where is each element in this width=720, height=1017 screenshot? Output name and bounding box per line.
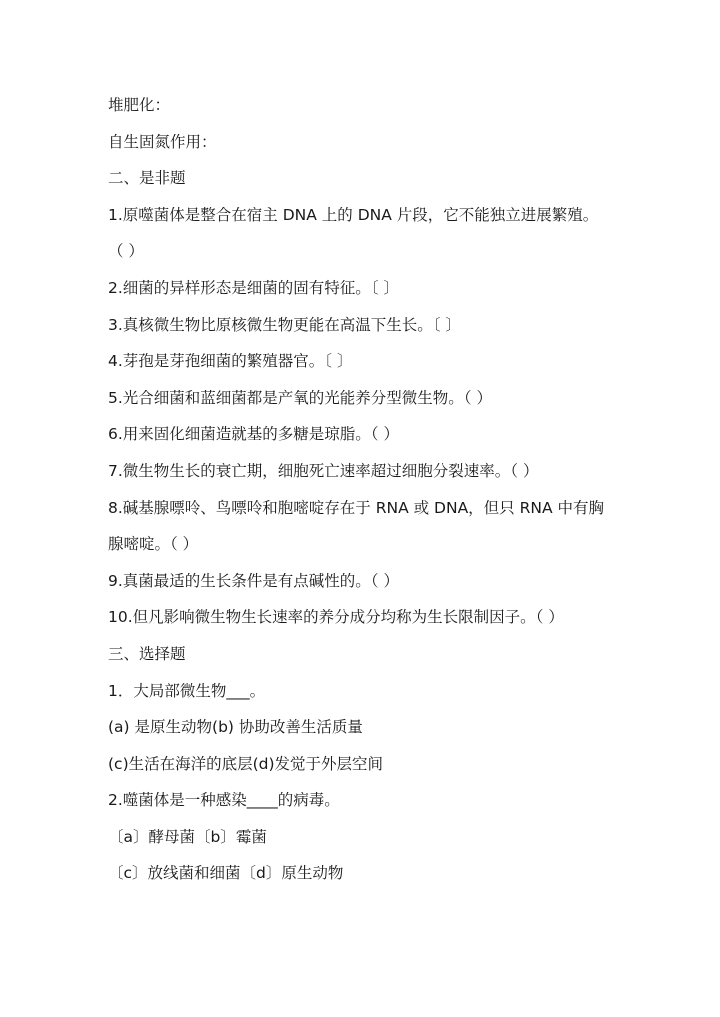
question-tf-8-cont: 腺嘧啶。（ ） (108, 535, 199, 554)
question-tf-1-blank: （ ） (108, 242, 144, 261)
section-heading-multiple-choice: 三、选择题 (108, 644, 186, 663)
term-nitrogen-fixation: 自生固氮作用： (108, 132, 217, 151)
question-mc-2-options-cd: 〔c〕放线菌和细菌〔d〕原生动物 (108, 864, 344, 883)
question-tf-1: 1.原噬菌体是整合在宿主 DNA 上的 DNA 片段，它不能独立进展繁殖。 (108, 205, 599, 224)
question-tf-6: 6.用来固化细菌造就基的多糖是琼脂。（ ） (108, 425, 399, 444)
question-tf-7: 7.微生物生长的衰亡期，细胞死亡速率超过细胞分裂速率。（ ） (108, 461, 539, 480)
question-tf-8: 8.碱基腺嘌呤、鸟嘌呤和胞嘧啶存在于 RNA 或 DNA，但只 RNA 中有胸 (108, 498, 604, 517)
question-mc-1-options-ab: (a) 是原生动物(b) 协助改善生活质量 (108, 718, 363, 737)
section-heading-true-false: 二、是非题 (108, 169, 186, 188)
question-mc-1: 1．大局部微生物___。 (108, 681, 266, 700)
question-tf-10: 10.但凡影响微生物生长速率的养分成分均称为生长限制因子。（ ） (108, 608, 564, 627)
question-mc-2: 2.噬菌体是一种感染____的病毒。 (108, 791, 340, 810)
question-tf-4: 4.芽孢是芽孢细菌的繁殖器官。〔 〕 (108, 352, 353, 371)
question-tf-2: 2.细菌的异样形态是细菌的固有特征。〔 〕 (108, 278, 399, 297)
document-body (108, 92, 628, 897)
question-tf-9: 9.真菌最适的生长条件是有点碱性的。（ ） (108, 571, 399, 590)
question-mc-1-options-cd: (c)生活在海洋的底层(d)发觉于外层空间 (108, 754, 384, 773)
term-composting: 堆肥化： (108, 96, 171, 114)
question-tf-5: 5.光合细菌和蓝细菌都是产氧的光能养分型微生物。（ ） (108, 388, 492, 407)
question-tf-3: 3.真核微生物比原核微生物更能在高温下生长。〔 〕 (108, 315, 461, 334)
question-mc-2-options-ab: 〔a〕酵母菌〔b〕霉菌 (108, 827, 267, 846)
